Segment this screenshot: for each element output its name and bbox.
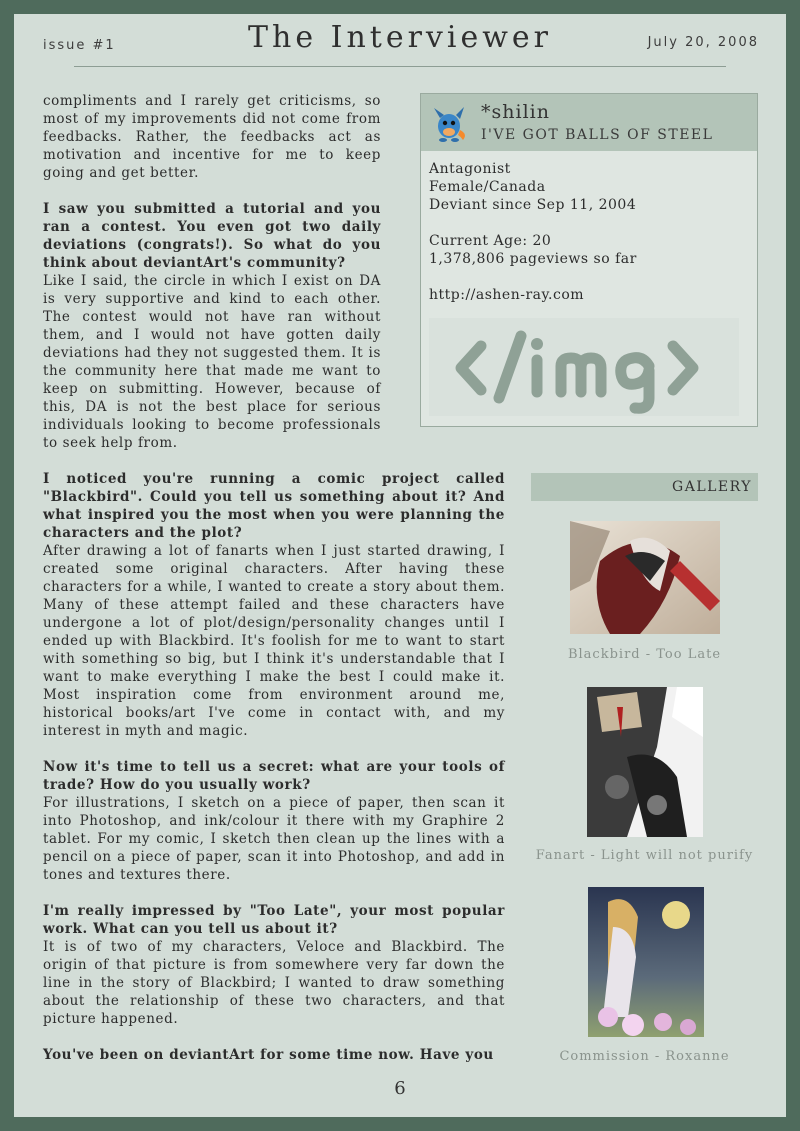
gallery-heading [531, 473, 758, 501]
question-paragraph: Now it's time to tell us a secret: what are your tools of trade? How do you usually work? [43, 759, 505, 793]
profile-role: Antagonist [429, 161, 511, 177]
gallery-thumb-too-late[interactable] [570, 521, 720, 634]
profile-username[interactable]: *shilin [481, 101, 550, 123]
gallery-thumb-light-will-not-purify[interactable] [587, 687, 703, 837]
gallery-caption[interactable]: Fanart - Light will not purify [535, 848, 754, 863]
issue-date: July 20, 2008 [647, 35, 759, 50]
answer-paragraph: compliments and I rarely get criticisms, so most of my improvements did not come from feedbacks. Rather, the feedbacks act as motivation and incentive for me to keep going and get better. [43, 93, 381, 181]
profile-pageviews: 1,378,806 pageviews so far [429, 251, 637, 267]
placeholder-img-tag-icon [429, 318, 739, 416]
magazine-page [14, 14, 786, 1117]
question-paragraph: I'm really impressed by "Too Late", your most popular work. What can you tell us about it? [43, 903, 505, 937]
profile-age: Current Age: 20 [429, 233, 552, 249]
profile-details [429, 160, 637, 304]
answer-paragraph: For illustrations, I sketch on a piece of paper, then scan it into Photoshop, and ink/colour it there with my Graphire 2 tablet. For my comic, I sketch then clean up the lines with a pencil on a piece of paper, scan it into Photoshop, and add in tones and textures there. [43, 795, 505, 883]
gallery-thumb-roxanne[interactable] [588, 887, 704, 1037]
avatar [430, 104, 468, 144]
issue-label: issue #1 [43, 38, 116, 53]
profile-card-header [421, 94, 757, 151]
masthead-title: The Interviewer [247, 20, 552, 55]
article-column-top [43, 92, 381, 470]
article-column-main [43, 470, 505, 1064]
gallery-heading-label: GALLERY [672, 479, 752, 495]
question-paragraph: I noticed you're running a comic project called "Blackbird". Could you tell us something about it? And what inspired you the most when you were planning the characters and the plot? [43, 471, 505, 541]
answer-paragraph: Like I said, the circle in which I exist on DA is very supportive and kind to each other. The contest would not have ran without them, and I would not have gotten daily deviations had they not suggested them. It is the community here that made me want to keep on submitting. However, because of this, DA is not the best place for serious individuals looking to become professionals to seek help from. [43, 273, 381, 451]
page-number: 6 [394, 1078, 406, 1099]
answer-paragraph: After drawing a lot of fanarts when I just started drawing, I created some original characters. After having these characters for a while, I wanted to create a story about them. Many of these attempt failed and these characters have undergone a lot of plot/design/personality changes until I ended up with Blackbird. It's foolish for me to want to start with something so big, but I think it's understandable that I want to make everything I make the best I could make it. Most inspiration come from environment around me, historical books/art I've come in contact with, and my interest in myth and magic. [43, 543, 505, 739]
answer-paragraph: It is of two of my characters, Veloce and Blackbird. The origin of that picture is from somewhere very far down the line in the story of Blackbird; I wanted to draw something about the relationship of these two characters, and that picture happened. [43, 939, 505, 1027]
header-divider [74, 66, 726, 67]
profile-url-link[interactable]: http://ashen-ray.com [429, 287, 585, 303]
gallery-caption[interactable]: Commission - Roxanne [559, 1049, 730, 1064]
profile-tagline: I'VE GOT BALLS OF STEEL [481, 127, 714, 143]
gallery-caption[interactable]: Blackbird - Too Late [567, 647, 722, 662]
question-paragraph: You've been on deviantArt for some time now. Have you [43, 1047, 494, 1063]
profile-gender-location: Female/Canada [429, 179, 546, 195]
profile-since: Deviant since Sep 11, 2004 [429, 197, 637, 213]
question-paragraph: I saw you submitted a tutorial and you ran a contest. You even got two daily deviations (congrats!). So what do you think about deviantArt's community? [43, 201, 381, 271]
image-placeholder [429, 318, 739, 416]
profile-card [420, 93, 758, 427]
